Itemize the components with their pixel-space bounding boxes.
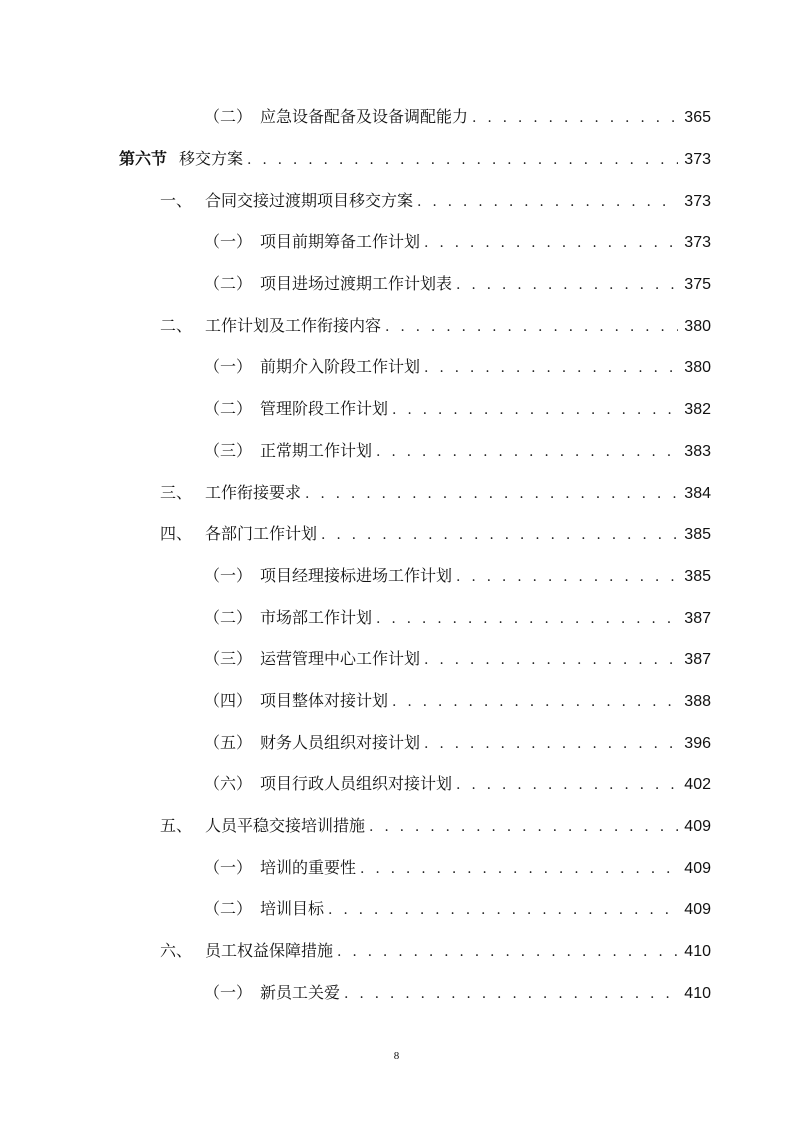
toc-entry[interactable] [204, 646, 711, 672]
toc-leader-dots [385, 314, 678, 340]
toc-entry-number: 三、 [160, 483, 193, 502]
toc-entry-page: 409 [684, 901, 711, 918]
toc-entry[interactable] [204, 896, 711, 922]
toc-entry-number: 四、 [160, 524, 193, 543]
toc-entry-title: 管理阶段工作计划 [260, 399, 389, 418]
toc-entry-page: 365 [684, 109, 711, 126]
toc-entry-page: 387 [684, 651, 711, 668]
toc-entry-page: 409 [684, 860, 711, 877]
toc-entry-page: 388 [684, 693, 711, 710]
toc-entry[interactable] [119, 146, 711, 172]
toc-entry[interactable] [160, 313, 711, 339]
toc-entry[interactable] [160, 938, 711, 964]
toc-entry[interactable] [204, 396, 711, 422]
toc-leader-dots [424, 731, 678, 757]
toc-entry[interactable] [204, 730, 711, 756]
toc-entry-number: 二、 [160, 316, 193, 335]
toc-entry[interactable] [160, 480, 711, 506]
toc-entry-page: 382 [684, 401, 711, 418]
toc-leader-dots [392, 689, 678, 715]
toc-entry-number: 一、 [160, 191, 193, 210]
toc-leader-dots [456, 272, 678, 298]
toc-entry-page: 387 [684, 610, 711, 627]
toc-entry-page: 409 [684, 818, 711, 835]
toc-entry-title: 项目整体对接计划 [260, 691, 389, 710]
toc-entry-title: 项目经理接标进场工作计划 [260, 566, 453, 585]
toc-entry-page: 396 [684, 735, 711, 752]
toc-leader-dots [424, 355, 678, 381]
toc-leader-dots [305, 481, 678, 507]
toc-entry-page: 380 [684, 318, 711, 335]
toc-entry-number: （一） [204, 357, 253, 376]
toc-entry-number: 第六节 [119, 149, 168, 168]
toc-entry-number: 六、 [160, 941, 193, 960]
toc-entry-number: （三） [204, 441, 253, 460]
toc-leader-dots [360, 856, 678, 882]
toc-entry-number: （二） [204, 899, 253, 918]
toc-entry-number: （二） [204, 608, 253, 627]
toc-leader-dots [344, 981, 678, 1007]
toc-leader-dots [321, 522, 678, 548]
toc-entry-title: 市场部工作计划 [260, 608, 373, 627]
toc-entry-page: 373 [684, 234, 711, 251]
toc-entry-number: （一） [204, 566, 253, 585]
toc-entry-number: （一） [204, 858, 253, 877]
toc-entry-title: 项目行政人员组织对接计划 [260, 774, 453, 793]
toc-leader-dots [376, 439, 678, 465]
toc-entry-page: 410 [684, 985, 711, 1002]
toc-leader-dots [456, 564, 678, 590]
toc-entry-number: （一） [204, 983, 253, 1002]
toc-entry-number: （五） [204, 733, 253, 752]
toc-entry-number: （二） [204, 274, 253, 293]
toc-entry[interactable] [204, 855, 711, 881]
toc-entry-page: 380 [684, 359, 711, 376]
toc-entry-title: 移交方案 [179, 149, 244, 168]
toc-entry-number: （二） [204, 107, 253, 126]
toc-entry-page: 402 [684, 776, 711, 793]
toc-leader-dots [417, 189, 678, 215]
toc-entry-page: 373 [684, 193, 711, 210]
toc-entry-title: 正常期工作计划 [260, 441, 373, 460]
toc-leader-dots [247, 147, 678, 173]
toc-entry-title: 应急设备配备及设备调配能力 [260, 107, 469, 126]
toc-leader-dots [472, 105, 678, 131]
toc-leader-dots [424, 647, 678, 673]
toc-entry-title: 人员平稳交接培训措施 [205, 816, 366, 835]
toc-entry-page: 385 [684, 568, 711, 585]
toc-entry-page: 385 [684, 526, 711, 543]
toc-entry-page: 383 [684, 443, 711, 460]
toc-entry[interactable] [204, 605, 711, 631]
toc-entry-title: 项目进场过渡期工作计划表 [260, 274, 453, 293]
toc-entry-title: 项目前期筹备工作计划 [260, 232, 421, 251]
toc-entry[interactable] [204, 229, 711, 255]
toc-entry-page: 373 [684, 151, 711, 168]
toc-entry-number: （六） [204, 774, 253, 793]
toc-leader-dots [337, 939, 678, 965]
toc-entry-number: （三） [204, 649, 253, 668]
toc-entry[interactable] [160, 188, 711, 214]
toc-entry[interactable] [204, 354, 711, 380]
toc-entry-page: 410 [684, 943, 711, 960]
toc-entry-title: 前期介入阶段工作计划 [260, 357, 421, 376]
toc-entry-title: 财务人员组织对接计划 [260, 733, 421, 752]
toc-entry-title: 运营管理中心工作计划 [260, 649, 421, 668]
toc-entry-title: 各部门工作计划 [205, 524, 318, 543]
toc-entry[interactable] [204, 771, 711, 797]
toc-entry-title: 培训的重要性 [260, 858, 357, 877]
toc-entry-number: （四） [204, 691, 253, 710]
toc-entry-page: 375 [684, 276, 711, 293]
toc-entry[interactable] [204, 438, 711, 464]
toc-entry[interactable] [160, 813, 711, 839]
toc-entry[interactable] [204, 688, 711, 714]
toc-entry-number: 五、 [160, 816, 193, 835]
toc-entry[interactable] [204, 980, 711, 1006]
toc-entry-title: 培训目标 [260, 899, 325, 918]
toc-leader-dots [328, 897, 678, 923]
toc-entry-title: 工作计划及工作衔接内容 [205, 316, 382, 335]
toc-entry[interactable] [160, 521, 711, 547]
toc-entry[interactable] [204, 104, 711, 130]
page-number: 8 [393, 1050, 400, 1062]
toc-entry-page: 384 [684, 485, 711, 502]
toc-leader-dots [376, 606, 678, 632]
toc-entry-title: 合同交接过渡期项目移交方案 [205, 191, 414, 210]
toc-entry-title: 新员工关爱 [260, 983, 341, 1002]
toc-entry-title: 工作衔接要求 [205, 483, 302, 502]
toc-entry-title: 员工权益保障措施 [205, 941, 334, 960]
toc-leader-dots [424, 230, 678, 256]
toc-entry[interactable] [204, 563, 711, 589]
toc-leader-dots [369, 814, 678, 840]
toc-entry-number: （一） [204, 232, 253, 251]
toc-leader-dots [392, 397, 678, 423]
toc-entry[interactable] [204, 271, 711, 297]
toc-entry-number: （二） [204, 399, 253, 418]
toc-leader-dots [456, 772, 678, 798]
